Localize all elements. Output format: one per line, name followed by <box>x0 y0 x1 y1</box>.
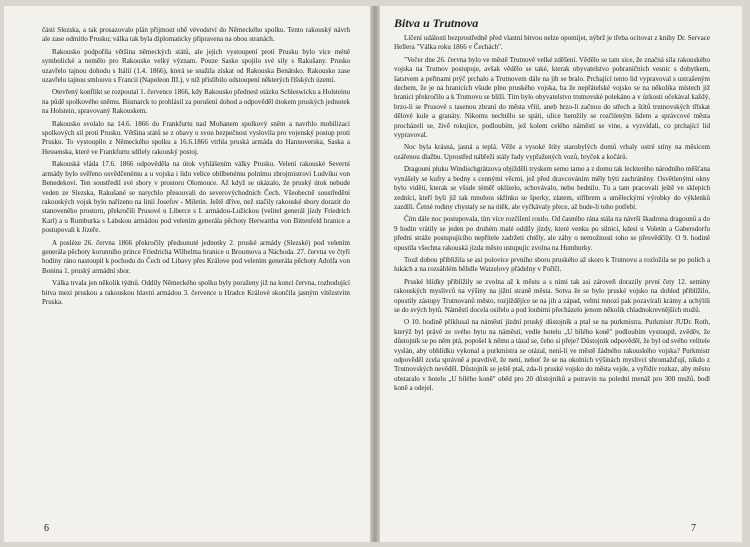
paragraph: A posléze 26. června 1866 překročily předsunuté jednotky 2. pruské armády (Slezské) pod velením generála pěchoty korunního prince Friedricha Wilhelma hranice u Broumova a Náchoda. 27. června ve čtyři hodiny ráno nastoupil k pochodu do Čech od Libavy přes Králove pod velením generála pěchoty Adolfa von Bonina 1. pruský armádní sbor. <box>42 238 350 275</box>
left-page <box>4 6 370 542</box>
paragraph: Otevřený konflikt se rozpoutal 1. července 1866, kdy Rakousko přednesl otázku Schleswicku a Holsteinu na půdě spolkového sněmu. Bismarck to prohlásil za porušení dohod a odpověděl útokem pruských jednotek na Holstein, spravovaný Rakouskem. <box>42 88 350 116</box>
page-number-left: 6 <box>44 523 49 534</box>
paragraph: Touž dobou přibližila se asi polovice prvního sboru pruského až skoro k Trutnovu a rozložila se po polích a lukách a na rozsáhlém bělidle Watzelovy přádelny v Poříčí. <box>394 255 710 274</box>
paragraph: Rakouská vláda 17.6. 1866 odpověděla na útok vyhlášením války Prusku. Velení rakouské Severní armády bylo svěřeno osvědčenému a u vojska i lidu velice oblíbenému polnímu zbrojmistrovi Ludviku von Benedekovi. Ten soustředil své sbory v prostoru Olomouce. Až když se ukázalo, že pruský útok nebude veden ze Slezska, Rakušané se narychlo přesouvali do severovýchodních Čech. Všeobecně soustředění rakouských vojsk bylo nařízeno na linii Josefov - Miletín. Ještě dříve, než stačily rakouské sbory dorazit do stanoveného prostoru, překročili Prusové u Liberce s I. armádou-Lužickou (velitel generál jízdy Friedrich Karl) a u Rumburka s Labskou armádou pod velením generála pěchoty Herwartha von Bittenfeld hranice a postupovali k Jizeře. <box>42 160 350 235</box>
paragraph: Líčení událostí bezprostředně před vlastní bitvou nelze opomíjet, nýbrž je třeba ocitovat z knihy Dr. Servace Hellera "Válka roku 1866 v Čechách". <box>394 34 710 52</box>
right-page-text <box>394 34 710 394</box>
paragraph: Rakousko podpořila většina německých států, ale jejich vystoupení proti Prusku bylo více méně symbolické a nemělo pro Rakousko velký význam. Pouze Sasko spojilo své síly s Rakušany. Prusko uzavřelo tajnou dohodu s Itálií (1.4. 1866), která se snažila získat od Rakouska Benátsko. Rakousko zase uzavřelo tajnou smlouvu s Francií (Napoleon III.), v níž přislíbilo odstoupení některých říšských území. <box>42 47 350 85</box>
left-page-text <box>42 26 350 307</box>
paragraph: "Večer dne 26. června bylo ve městě Trutnově velké zděšení. Vědělo se tam sice, že značná síla rakouského vojska na Trutnov postupuje, avšak vědělo se také, kterak obyvatelstvo pohraničních vesnic s dobytkem, šatstvem a peřinami prýč prchalo a Trutnovem dále na jih se bralo. Prchající tento lid vypravoval s ustrašeným dechem, že je na hranicích všude plno pruského vojska, ba že nepřátelské vojsko se na několika místech již hranici překročilo a k Trutnovu se blíží. Tím bylo obyvatelstvo trutnovské polekáno a v úzkosti očekával každý, brzo-li se Prusové s tasenou zbraní do města vřítí, aneb brzo-li začnou do střech a štítů trutnovských třískat dělové kule a granáty. Nikomu nechtělo se spáti, ulice hemžily se rozčileným lidem a správcové města procházeli se, živě rokujíce, podloubím, jež kolem celého náměstí se vine, a vyzvídali, co prchající lid vypravoval. <box>394 55 710 140</box>
paragraph: O 10. hodině přiklusal na náměstí jízdní pruský důstojník a ptal se na purkmistra. Purkmistr JUDr. Roth, kterýž byl právě ze svého bytu na náměstí, vedle hotelu „U bílého koně" podloubím vystoupil, zvěděv, že důstojník se po něm ptá, popošel k němu a tázal se, čeho si přeje? Důstojník odpověděl, že byl od svého velitele vyslán, aby obhlídku vykonal a purkmistra se otázal, není-li ve městě žádného rakouského vojska? Purkmistr odpověděl zcela správně a pravdivě, že není, neboť že se na okolních výšinách myslivci shromažďují, nikdo z Trutnovských nevěděl. Důstojník se ještě ptal, zda-li pruské vojsko do města vejde, a vyřídiv rozkaz, aby město obstaralo v hotelu „U bílého koně" oběd pro 20 důstojníků a potravin na polední menáž pro 300 mužů, bodl koně a odejel. <box>394 318 710 393</box>
paragraph: Pruské hlídky přiblížily se zvolna až k městu a s nimi tak asi zároveň dorazily první čety 12. setniny rakouských myslivců na výšiny na jižní straně města. Sotva že se bylo pruské vojsko na dohled přiblížilo, opustily zástupy Trutnovanů město, rozjíždějíce se na jih a západ, velmi mnozí pak pozavírali krámy a uchýlili se do svých bytů. Náměstí docela osiřelo a pod loubími přecházelo jenom několik chladnokrevnějších mužů. <box>394 277 710 314</box>
paragraph: Dragouni pluku Windischgrätzova objížděli tryskem semo tamo a z domu tak leckterého národního měšťana vynášely se kufry a bedny s cennými věcmi, jež před dravcováním měly býti zachráněny. Osvětlenými okny bylo viděti, kterak se všude téměř uklízelo, schovávalo, nebo bednilo. Tu a tam pracovali ještě ve sklepích zedníci, kteří byli již tak mnohou skřínku se šperky, zlatem, stříbrem a uměleckými výrobky do výklenků zazdili. Četné rodiny chystaly se na útěk, ale vyčkávaly přece, až bude-li toho potřebí. <box>394 165 710 211</box>
paragraph: Válka trvala jen několik týdnů. Oddíly Německého spolku byly poraženy již na konci června, rozhodující bitva mezi pruskou a rakouskou hlavní armádou 3. července u Hradce Králové skončila jasným vítězstvím Pruska. <box>42 279 350 306</box>
right-page <box>380 6 742 542</box>
paragraph: Čím dále noc postupovala, tím více rozčilení rostlo. Od časného rána stála na návrší škadrona dragounů a do 9 hodin vrátily se jeden po druhém malé oddíly jízdy, které venku po silnici, kdesi u Voletin a Gabersdorfu předni stráže postupujícího nepřítele zadržeti chtěly, ale záhy o nemožnosti toho se přesvědčily. O 9. hodině opustila všechna rakouská jízda město ustupujíc zvolna na Humburky. <box>394 215 710 252</box>
book-gutter <box>370 6 380 542</box>
paragraph: Noc byla krásná, jasná a teplá. Věže a vysoké štíty starobylých domů vrhaly ostré stíny na měsícem ozářenou dlažbu. Uprostřed nábřeží stály řady vypřažených vozů, bryček a kočárů. <box>394 143 710 161</box>
chapter-title: Bitva u Trutnova <box>394 16 479 30</box>
paragraph: Rakousko svolalo na 14.6. 1866 do Frankfurtu nad Mohanem spolkový sněm a navrhlo mobilizaci spolkových sil proti Prusku. Většina států se z obavy o svou bezpečnost vyslovila pro vojenský postup proti Prusku. To vystoupilo z Německého spolku a 16.6.1866 vtrhla pruská armáda do Hannoverska, Saska a Hessenska, které ve Frankfurtu sdílely rakouský postoj. <box>42 119 350 156</box>
paragraph: části Slezska, a tak prosazovalo plán přijmout obě vévodství do Německého spolku. Tento rakouský návrh ale zase odmítlo Prusku; válka tak byla diplomaticky připravena na obou stranách. <box>42 26 350 44</box>
page-number-right: 7 <box>691 523 696 534</box>
